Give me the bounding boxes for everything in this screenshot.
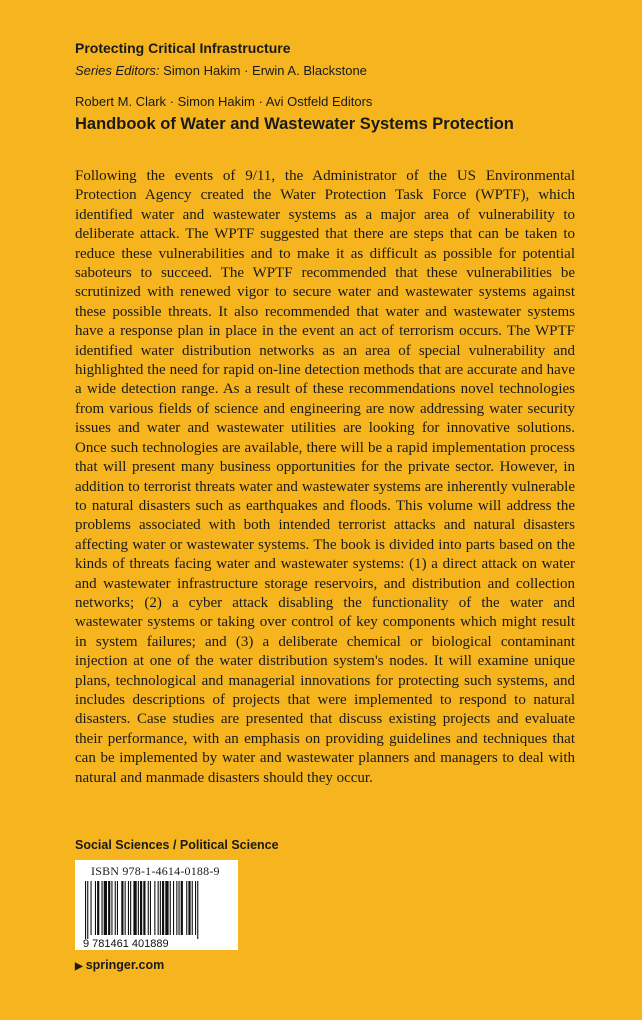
barcode-bar bbox=[158, 881, 159, 935]
barcode-bar bbox=[162, 881, 164, 935]
barcode-bar bbox=[143, 881, 145, 935]
barcode-digits: 9 781461 401889 bbox=[83, 938, 169, 950]
barcode-bar bbox=[108, 881, 110, 935]
barcode-bar bbox=[104, 881, 107, 935]
barcode-bar bbox=[176, 881, 177, 935]
barcode-bar bbox=[160, 881, 161, 935]
book-editors bbox=[75, 94, 372, 109]
isbn-text: ISBN 978-1-4614-0188-9 bbox=[91, 864, 220, 878]
barcode-bar bbox=[121, 881, 123, 935]
barcode-bar bbox=[85, 881, 86, 939]
barcode-bar bbox=[154, 881, 155, 935]
barcode-bar bbox=[102, 881, 103, 935]
barcode-bar bbox=[165, 881, 168, 935]
barcode-bar bbox=[197, 881, 198, 939]
publisher-link[interactable] bbox=[75, 958, 164, 972]
barcode-bar bbox=[133, 881, 136, 935]
barcode-bar bbox=[87, 881, 88, 939]
barcode-bar bbox=[130, 881, 131, 935]
barcode-bar bbox=[125, 881, 126, 935]
book-description: Following the events of 9/11, the Administrator of the US Environmental Protection Agency created the Water Protection Task Force (WPTF), which identified water and wastewater systems as a major area of vulnerability to deliberate attack. The WPTF suggested that there are steps that can be taken to reduce these vulnerabilities and to make it as difficult as possible for potential saboteurs to succeed. The WPTF recommended that these vulnerabilities be scrutinized with renewed vigor to secure water and wastewater systems against these possible threats. It also recommended that water and wastewater systems have a response plan in place in the event an act of terrorism occurs. The WPTF identified water distribution networks as an area of special vulnerability and highlighted the need for rapid on-line detection methods that are accurate and have a wide detection range. As a result of these recommendations novel technologies from various fields of science and engineering are now addressing water security issues and water and wastewater utilities are looking for innovative solutions. Once such technologies are available, there will be a rapid implementation process that will present many business opportunities for the private sector. However, in addition to terrorist threats water and wastewater systems are inherently vulnerable to natural disasters such as earthquakes and floods. This volume will address the problems associated with both intended terrorist attacks and natural disasters affecting water or wastewater systems. The book is divided into parts based on the kinds of threats facing water and wastewater systems: (1) a direct attack on water and wastewater infrastructure storage reservoirs, and distribution and collection networks; (2) a cyber attack disabling the functionality of the water and wastewater systems or taking over control of key components which might result in system failures; and (3) a deliberate chemical or biological contaminant injection at one of the water distribution system's nodes. It will examine unique plans, technological and managerial innovations for protecting such systems, and includes descriptions of projects that were implemented to respond to natural disasters. Case studies are presented that discuss existing projects and evaluate their performance, with an emphasis on providing guidelines and techniques that can be implemented by water and wastewater planners and managers to deal with natural and manmade disasters should they occur. bbox=[75, 168, 575, 786]
barcode-bar bbox=[195, 881, 196, 935]
book-editors-suffix: Editors bbox=[331, 94, 373, 109]
barcode-bar bbox=[173, 881, 174, 935]
barcode-bar bbox=[117, 881, 118, 935]
barcode-bar bbox=[188, 881, 190, 935]
series-editors-label: Series Editors: bbox=[75, 63, 160, 78]
barcode-bar bbox=[95, 881, 96, 935]
barcode-bar bbox=[91, 881, 92, 935]
subject-category: Social Sciences / Political Science bbox=[75, 838, 279, 852]
book-editors-names: Robert M. Clark · Simon Hakim · Avi Ostfeld bbox=[75, 94, 329, 109]
barcode-bar bbox=[115, 881, 116, 935]
barcode-bar bbox=[140, 881, 142, 935]
barcode-bar bbox=[128, 881, 129, 935]
barcode-bar bbox=[148, 881, 149, 935]
series-editors-names: Simon Hakim · Erwin A. Blackstone bbox=[163, 63, 367, 78]
book-title: Handbook of Water and Wastewater Systems Protection bbox=[75, 115, 514, 133]
isbn-barcode bbox=[75, 860, 238, 950]
barcode-bar bbox=[192, 881, 193, 935]
barcode-bar bbox=[181, 881, 183, 935]
series-editors bbox=[75, 63, 367, 78]
barcode-bar bbox=[186, 881, 187, 935]
series-title: Protecting Critical Infrastructure bbox=[75, 40, 291, 56]
barcode-bar bbox=[179, 881, 180, 935]
barcode-bar bbox=[97, 881, 99, 935]
triangle-right-icon: ▶ bbox=[75, 961, 83, 972]
publisher-url: springer.com bbox=[85, 958, 165, 972]
barcode-bar bbox=[138, 881, 139, 935]
barcode-bar bbox=[150, 881, 151, 935]
barcode-bar bbox=[170, 881, 171, 935]
barcode-bar bbox=[111, 881, 112, 935]
